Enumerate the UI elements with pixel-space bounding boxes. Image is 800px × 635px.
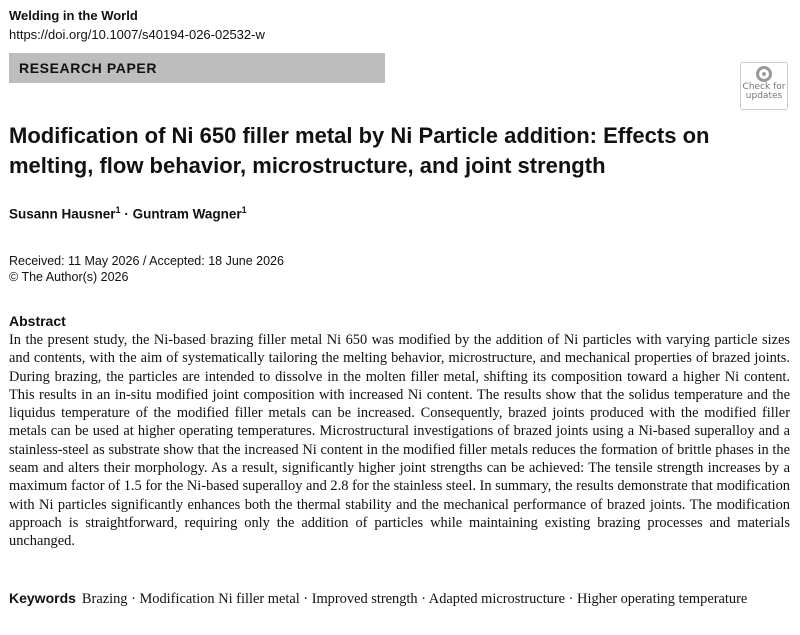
abstract-heading: Abstract: [9, 313, 66, 329]
check-updates-icon: [756, 66, 772, 82]
keywords-list: Brazing · Modification Ni filler metal · Improved strength · Adapted microstructure · Higher operating temperature: [81, 591, 748, 607]
journal-header: [9, 6, 265, 44]
abstract-text: In the present study, the Ni-based brazing filler metal Ni 650 was modified by the addition of Ni particles with varying particle sizes and contents, with the aim of systematically tailoring the melting behavior, microstructure, and mechanical properties of brazed joints. During brazing, the particles are intended to dissolve in the molten filler metal, shifting its composition toward a higher Ni content. This results in an in-situ modified joint composition with increased Ni content. The results show that the solidus temperature and the liquidus temperature of the modified filler metals can be increased. Consequently, brazed joints produced with the modified filler metals can be used at higher operating temperatures. Microstructural investigations of brazed joints using a Ni-based superalloy and a stainless-steel as substrate show that the increased Ni content in the modified filler metals reduces the formation of brittle phases in the seam and alters their morphology. As a result, significantly higher joint strengths can be achieved: The tensile strength increases by a maximum factor of 1.5 for the Ni-based superalloy and 2.8 for the stainless steel. In summary, the results demonstrate that modification with Ni particles significantly enhances both the thermal stability and the mechanical performance of brazed joints. The modification approach is straightforward, requiring only the addition of particles while maintaining existing brazing processes and materials unchanged.: [9, 332, 790, 550]
author-name[interactable]: Guntram Wagner: [132, 206, 242, 222]
author-separator: ·: [124, 206, 129, 222]
author-name[interactable]: Susann Hausner: [9, 206, 116, 222]
author-list: [9, 205, 247, 222]
article-type-label: RESEARCH PAPER: [19, 60, 158, 76]
journal-name: Welding in the World: [9, 8, 138, 23]
article-dates: [9, 253, 284, 285]
check-for-updates-button[interactable]: [740, 62, 788, 110]
article-type-banner: [9, 53, 385, 83]
doi-link[interactable]: https://doi.org/10.1007/s40194-026-02532-w: [9, 27, 265, 42]
author-affiliation: 1: [241, 205, 247, 215]
author-affiliation: 1: [115, 205, 121, 215]
check-updates-line2: updates: [745, 91, 783, 101]
paper-title: Modification of Ni 650 filler metal by Ni Particle addition: Effects on melting, flow behavior, microstructure, and joint strength: [9, 123, 710, 178]
keywords-label: Keywords: [9, 590, 76, 606]
received-accepted-dates: Received: 11 May 2026 / Accepted: 18 June 2026: [9, 254, 284, 268]
check-updates-line1: Check for: [742, 82, 786, 92]
keywords-section: [9, 589, 790, 609]
copyright-notice: © The Author(s) 2026: [9, 270, 129, 284]
